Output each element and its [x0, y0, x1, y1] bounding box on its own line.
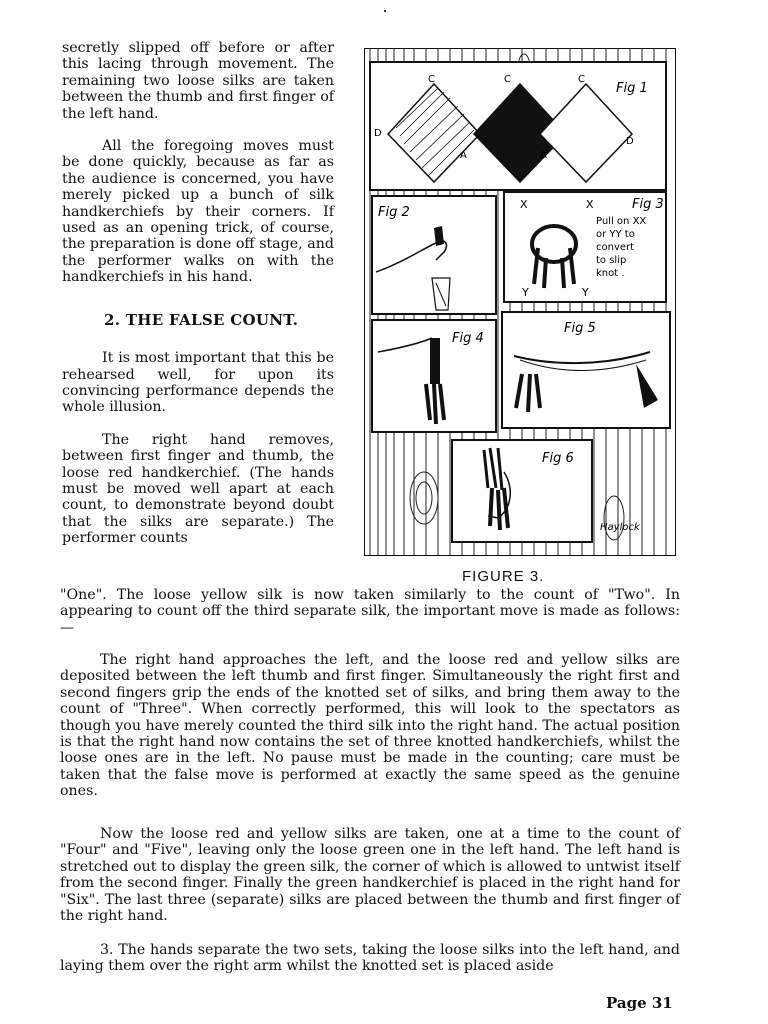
stray-mark — [384, 10, 386, 12]
fig3-note-line-3: convert — [596, 242, 635, 253]
fig-2-panel — [372, 196, 496, 314]
fig2-label: Fig 2 — [378, 205, 410, 220]
fig-5-panel — [502, 312, 670, 428]
fig3-label: Fig 3 — [632, 197, 664, 212]
figure-caption: FIGURE 3. — [462, 568, 545, 585]
fig1-letter-d-1: D — [374, 128, 382, 139]
fig3-letter-y-2: Y — [582, 286, 589, 299]
fig-4-panel — [372, 320, 496, 432]
fig5-label: Fig 5 — [564, 321, 596, 336]
fig3-letter-y-1: Y — [522, 286, 529, 299]
paragraph-right-hand-removes: The right hand removes, between first finger and thumb, the loose red handkerchief. (The hands must be moved well apart at each count, to demonstrate beyond doubt that the silks are separate.) The performer counts — [62, 431, 334, 547]
fig3-note-line-4: to slip — [596, 255, 627, 266]
paragraph-right-hand-approaches — [60, 652, 680, 800]
paragraph-lacing: secretly slipped off before or after this lacing through movement. The remaining two loose silks are taken between the thumb and first finger of the left hand. — [62, 40, 334, 122]
fig-6-panel — [452, 440, 592, 542]
fig1-letter-d-2: D — [626, 136, 634, 147]
fig3-note-line-1: Pull on XX — [596, 216, 647, 227]
fig1-letter-c-1: C — [428, 74, 435, 85]
fig-3-panel — [504, 192, 666, 302]
paragraph-loose-silks — [60, 826, 680, 924]
fig3-note-line-2: or YY to — [596, 229, 635, 240]
paragraph-foregoing-moves: All the foregoing moves must be done quickly, because as far as the audience is concerned, you have merely picked up a bunch of silk handkerchiefs by their corners. If used as an opening trick, of course, the preparation is done off stage, and the performer walks on with the handkerchiefs in his hand. — [62, 138, 334, 286]
section-heading-false-count: 2. THE FALSE COUNT. — [104, 310, 299, 329]
paragraph-loose-silks-text: Now the loose red and yellow silks are taken, one at a time to the count of "Four" and "Five", leaving only the loose green one in the left hand. The left hand is stretched out to display the green silk, the corner of which is allowed to untwist itself from the second finger. Finally the green handkerchief is placed in the right hand for "Six". The last three (separate) silks are placed between the thumb and first finger of the right hand. — [60, 826, 680, 925]
illustrator-signature: Haylock — [600, 522, 640, 533]
paragraph-right-hand-approaches-text: The right hand approaches the left, and the loose red and yellow silks are deposited between the left thumb and first finger. Simultaneously the right first and second fingers grip the ends of the knotted set of silks, and bring them away to the count of "Three". When correctly performed, this will look to the spectators as though you have merely counted the third silk into the right hand. The actual position is that the right hand now contains the set of three knotted handkerchiefs, whilst the loose ones are in the left. No pause must be made in the counting; care must be taken that the false move is performed at exactly the same speed as the genuine ones. — [60, 652, 680, 800]
fig3-letter-x-2: X — [586, 198, 594, 211]
fig1-label: Fig 1 — [616, 81, 648, 96]
paragraph-count-one-text: "One". The loose yellow silk is now taken similarly to the count of "Two". In appearing to count off the third separate silk, the important move is made as follows:— — [60, 587, 680, 636]
fig1-letter-c-3: C — [578, 74, 585, 85]
figure-3-illustration — [364, 48, 676, 556]
paragraph-count-one — [60, 587, 680, 636]
paragraph-hands-separate — [60, 942, 680, 975]
paragraph-hands-separate-text: 3. The hands separate the two sets, taking the loose silks into the left hand, and laying them over the right arm whilst the knotted set is placed aside — [60, 942, 680, 975]
fig4-label: Fig 4 — [452, 331, 484, 346]
left-column-text — [62, 40, 334, 547]
fig1-letter-c-2: C — [504, 74, 511, 85]
fig1-letter-a-2: A — [540, 150, 547, 161]
paragraph-rehearsed: It is most important that this be rehearsed well, for upon its convincing performance depends the whole illusion. — [62, 350, 334, 416]
fig3-letter-x-1: X — [520, 198, 528, 211]
fig6-label: Fig 6 — [542, 451, 574, 466]
fig3-note-line-5: knot . — [596, 268, 625, 279]
page-number: Page 31 — [606, 994, 673, 1012]
fig-1-panel — [370, 62, 666, 190]
fig1-letter-a-1: A — [460, 150, 467, 161]
